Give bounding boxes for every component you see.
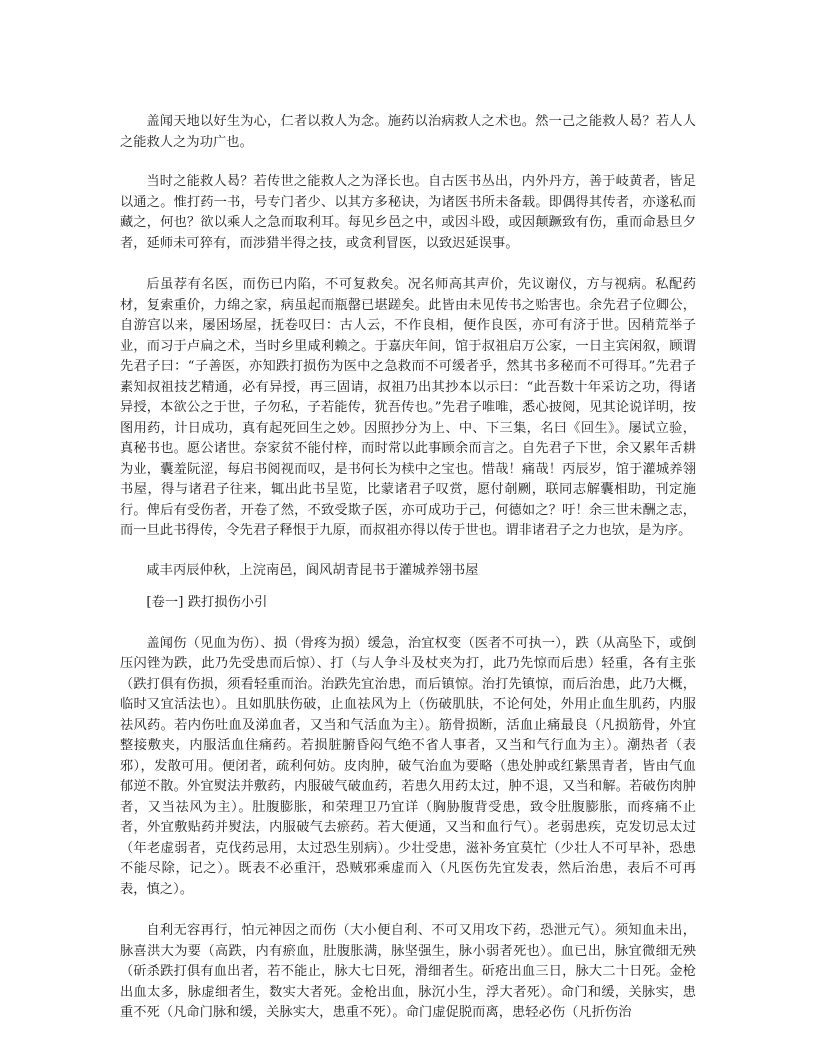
preface-paragraph-2: 当时之能救人曷？若传世之能救人之为泽长也。自古医书丛出，内外丹方，善于岐黄者，皆足以通之。惟打药一书，号专门者少、以其方多秘诀，为诸医书所未备载。即偶得其传者，亦遂私而藏之，何也？欲以乘人之急而取利耳。每见乡邑之中，或因斗殴，或因颠蹶致有伤，重而命悬旦夕者，延师未可猝有，而涉猎半得之技，或贪利冒医，以致迟延误事。 [120, 174, 696, 251]
preface-paragraph-1: 盖闻天地以好生为心，仁者以救人为念。施药以治病救人之术也。然一己之能救人曷？若人人之能救人之为功广也。 [120, 114, 696, 150]
preface-signature: 咸丰丙辰仲秋，上浣南邑，阆风胡青昆书于灌城养翎书屋 [146, 562, 479, 578]
chapter-paragraph-1: 盖闻伤（见血为伤）、损（骨疼为损）缓急，治宜权变（医者不可执一），跌（从高坠下，或倒压闪锉为跌，此乃先受患而后惊）、打（与人争斗及杖夹为打，此乃先惊而后患）轻重，各有主张（跌打俱有伤损，须看轻重而治。治跌先宜治患，而后镇惊。治打先镇惊，而后治患，此乃大概，临时又宜活法也）。且如肌肤伤破，止血祛风为上（伤破肌肤，不论何处，外用止血生肌药，内服祛风药。若内伤吐血及涕血者，又当和气活血为主）。筋骨损断，活血止痛最良（凡损筋骨，外宜整接敷夹，内服活血住痛药。若损脏腑昏闷气绝不省人事者，又当和气行血为主）。潮热者（表邪），发散可用。便闭者，疏利何妨。皮肉肿，破气治血为要略（患处肿或红紫黑青者，皆由气血郁逆不散。外宜熨法并敷药，内服破气破血药，若患久用药太过，肿不退，又当和解。若破伤肉肿者，又当祛风为主）。肚腹膨胀，和荣理卫乃宜详（胸胁腹背受患，致令肚腹膨胀，而疼痛不止者，外宜敷贴药并熨法，内服破气去瘀药。若大便通，又当和血行气）。老弱患疾，克发切忌太过（年老虚弱者，克伐药忌用，太过恐生别病）。少壮受患，滋补务宜莫忙（少壮人不可早补，恐患不能尽除，记之）。既表不必重汗，恐贼邪乘虚而入（凡医伤先宜发表，然后治患，表后不可再表，慎之）。 [120, 635, 696, 897]
document-page [120, 112, 696, 1024]
preface-paragraph-3: 后虽荐有名医，而伤已内陷，不可复救矣。况名师高其声价，先议谢仪，方与视病。私配药材，复索重价，力绵之家，病虽起而瓶罄已堪蹉矣。此皆由未见传书之贻害也。余先君子位卿公，自游宫以来，屡困场屋，抚卷叹曰：古人云，不作良相，便作良医，亦可有济于世。因稍荒举子业，而习于卢扁之术，当时乡里咸利赖之。于嘉庆年间，馆于叔祖启万公家，一日主宾闲叙，顾谓先君子曰：“子善医，亦知跌打损伤为医中之急救而不可缓者乎，然其书多秘而不可得耳。”先君子素知叔祖技艺精通，必有异授，再三固请，叔祖乃出其抄本以示曰：“此吾数十年采访之功，得诸异授，本欲公之于世，子勿私，子若能传，犹吾传也。”先君子唯唯，悉心披阅，见其论说详明，按图用药，计日成功，真有起死回生之妙。因照抄分为上、中、下三集，名曰《回生》。屡试立验，真秘书也。愿公诸世。奈家贫不能付梓，而时常以此事顾余而言之。自先君子下世，余又累年舌耕为业，囊羞阮涩，每启书阅视而叹，是书何长为椟中之宝也。惜哉！痛哉！丙辰岁，馆于灌城养翎书屋，得与诸君子往来，辄出此书呈览，比蒙诸君子叹赏，愿付剞劂，联同志解囊相助，刊定施行。俾后有受伤者，开卷了然，不致受欺子医，亦可成功于己，何德如之？吁！余三世未酬之志，而一旦此书得传，令先君子释恨于九原，而叔祖亦得以传于世也。谓非诸君子之力也欤，是为序。 [120, 277, 696, 538]
chapter-paragraph-2: 自利无容再行，怕元神因之而伤（大小便自利、不可又用攻下药，恐泄元气）。须知血未出，脉喜洪大为要（高跌，内有瘀血，肚腹胀满，脉坚强生，脉小弱者死也）。血已出，脉宜微细无殃（斫杀跌打俱有血出者，若不能止，脉大七日死，滑细者生。斫疮出血三日，脉大二十日死。金枪出血太多，脉虚细者生，数实大者死。金枪出血，脉沉小生，浮大者死）。命门和缓，关脉实，患重不死（凡命门脉和缓，关脉实大，患重不死）。命门虚促脱而离，患轻必伤（凡折伤治 [120, 923, 696, 1020]
chapter-heading: [卷一] 跌打损伤小引 [146, 595, 268, 610]
